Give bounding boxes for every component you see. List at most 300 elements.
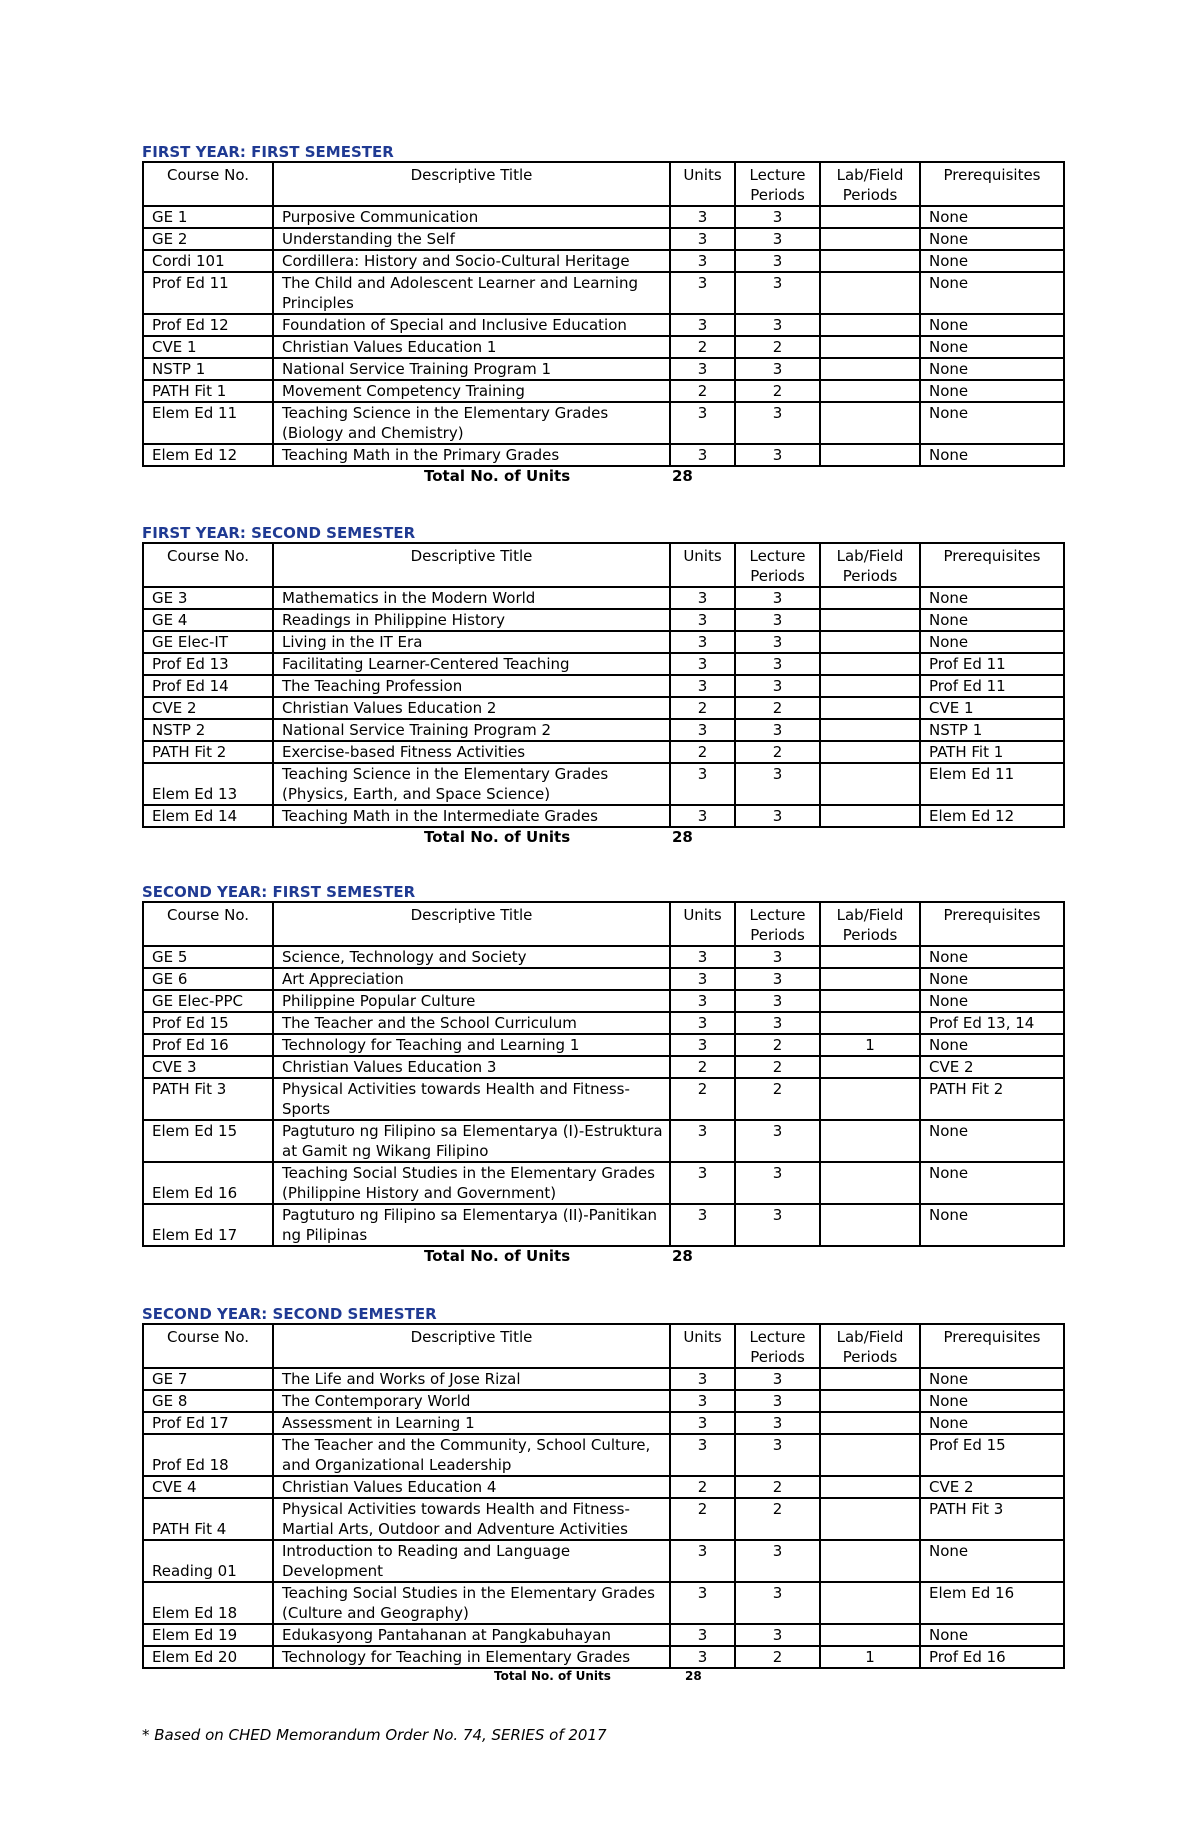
descriptive-title-cell: Christian Values Education 3 — [273, 1056, 670, 1078]
units-cell: 3 — [670, 1540, 735, 1582]
prerequisites-cell: Elem Ed 12 — [920, 805, 1064, 827]
descriptive-title-cell: Art Appreciation — [273, 968, 670, 990]
lab-periods-cell — [820, 609, 920, 631]
prerequisites-cell: PATH Fit 2 — [920, 1078, 1064, 1120]
total-units-value: 28 — [672, 467, 693, 485]
total-units-label: Total No. of Units — [494, 1669, 611, 1683]
descriptive-title-cell: Living in the IT Era — [273, 631, 670, 653]
lab-periods-cell — [820, 675, 920, 697]
units-cell: 3 — [670, 1120, 735, 1162]
column-header: Descriptive Title — [273, 543, 670, 587]
prerequisites-cell: None — [920, 1034, 1064, 1056]
table-row — [143, 1204, 1064, 1246]
units-cell: 3 — [670, 1034, 735, 1056]
descriptive-title-cell: Movement Competency Training — [273, 380, 670, 402]
lab-periods-cell — [820, 1204, 920, 1246]
lab-periods-cell — [820, 250, 920, 272]
table-row — [143, 631, 1064, 653]
units-cell: 2 — [670, 1056, 735, 1078]
descriptive-title-cell: Readings in Philippine History — [273, 609, 670, 631]
column-header: Course No. — [143, 162, 273, 206]
descriptive-title-cell: The Teacher and the School Curriculum — [273, 1012, 670, 1034]
prerequisites-cell: None — [920, 631, 1064, 653]
lecture-periods-cell: 3 — [735, 719, 820, 741]
course-number-cell: Prof Ed 13 — [143, 653, 273, 675]
column-header: Lecture Periods — [735, 543, 820, 587]
units-cell: 3 — [670, 1582, 735, 1624]
section-title: FIRST YEAR: SECOND SEMESTER — [142, 524, 416, 542]
course-number-cell: Elem Ed 13 — [143, 763, 273, 805]
total-units-value: 28 — [672, 828, 693, 846]
descriptive-title-cell: National Service Training Program 2 — [273, 719, 670, 741]
units-cell: 3 — [670, 250, 735, 272]
prerequisites-cell: None — [920, 206, 1064, 228]
units-cell: 3 — [670, 719, 735, 741]
prerequisites-cell: None — [920, 1120, 1064, 1162]
table-row — [143, 968, 1064, 990]
lecture-periods-cell: 3 — [735, 587, 820, 609]
course-number-cell: Prof Ed 17 — [143, 1412, 273, 1434]
table-row — [143, 946, 1064, 968]
course-number-cell: GE 7 — [143, 1368, 273, 1390]
units-cell: 3 — [670, 763, 735, 805]
prerequisites-cell: PATH Fit 1 — [920, 741, 1064, 763]
prerequisites-cell: Prof Ed 15 — [920, 1434, 1064, 1476]
table-row — [143, 1034, 1064, 1056]
curriculum-section — [142, 1305, 1063, 1685]
units-cell: 3 — [670, 272, 735, 314]
lab-periods-cell — [820, 1012, 920, 1034]
table-row — [143, 1498, 1064, 1540]
lab-periods-cell — [820, 336, 920, 358]
lab-periods-cell — [820, 631, 920, 653]
units-cell: 2 — [670, 1498, 735, 1540]
table-row — [143, 402, 1064, 444]
table-row — [143, 1390, 1064, 1412]
table-row — [143, 719, 1064, 741]
lecture-periods-cell: 3 — [735, 609, 820, 631]
units-cell: 3 — [670, 1624, 735, 1646]
table-row — [143, 990, 1064, 1012]
lecture-periods-cell: 2 — [735, 1034, 820, 1056]
course-number-cell: NSTP 2 — [143, 719, 273, 741]
descriptive-title-cell: Exercise-based Fitness Activities — [273, 741, 670, 763]
section-title: FIRST YEAR: FIRST SEMESTER — [142, 143, 394, 161]
column-header: Prerequisites — [920, 902, 1064, 946]
lab-periods-cell — [820, 228, 920, 250]
lab-periods-cell — [820, 358, 920, 380]
course-number-cell: PATH Fit 3 — [143, 1078, 273, 1120]
table-row — [143, 1624, 1064, 1646]
prerequisites-cell: None — [920, 358, 1064, 380]
prerequisites-cell: None — [920, 250, 1064, 272]
lab-periods-cell — [820, 697, 920, 719]
column-header: Units — [670, 162, 735, 206]
units-cell: 3 — [670, 653, 735, 675]
lecture-periods-cell: 2 — [735, 1646, 820, 1668]
column-header: Descriptive Title — [273, 162, 670, 206]
prerequisites-cell: None — [920, 314, 1064, 336]
prerequisites-cell: CVE 2 — [920, 1476, 1064, 1498]
units-cell: 3 — [670, 1412, 735, 1434]
table-row — [143, 206, 1064, 228]
course-number-cell: Elem Ed 19 — [143, 1624, 273, 1646]
course-number-cell: Elem Ed 16 — [143, 1162, 273, 1204]
column-header: Lecture Periods — [735, 162, 820, 206]
column-header: Course No. — [143, 543, 273, 587]
descriptive-title-cell: The Teacher and the Community, School Culture, and Organizational Leadership — [273, 1434, 670, 1476]
header-row — [143, 1324, 1064, 1368]
lecture-periods-cell: 2 — [735, 697, 820, 719]
descriptive-title-cell: Teaching Science in the Elementary Grades (Biology and Chemistry) — [273, 402, 670, 444]
units-cell: 3 — [670, 1162, 735, 1204]
units-cell: 2 — [670, 1476, 735, 1498]
prerequisites-cell: None — [920, 1540, 1064, 1582]
units-cell: 3 — [670, 805, 735, 827]
lab-periods-cell — [820, 1120, 920, 1162]
table-row — [143, 1434, 1064, 1476]
lecture-periods-cell: 3 — [735, 272, 820, 314]
course-number-cell: Prof Ed 14 — [143, 675, 273, 697]
prerequisites-cell: None — [920, 946, 1064, 968]
header-row — [143, 902, 1064, 946]
descriptive-title-cell: Science, Technology and Society — [273, 946, 670, 968]
descriptive-title-cell: Facilitating Learner-Centered Teaching — [273, 653, 670, 675]
descriptive-title-cell: Understanding the Self — [273, 228, 670, 250]
prerequisites-cell: None — [920, 1412, 1064, 1434]
lecture-periods-cell: 3 — [735, 206, 820, 228]
lab-periods-cell — [820, 968, 920, 990]
table-row — [143, 609, 1064, 631]
prerequisites-cell: None — [920, 1162, 1064, 1204]
descriptive-title-cell: Philippine Popular Culture — [273, 990, 670, 1012]
curriculum-section — [142, 524, 1063, 848]
table-row — [143, 697, 1064, 719]
prerequisites-cell: None — [920, 444, 1064, 466]
lab-periods-cell — [820, 1412, 920, 1434]
lecture-periods-cell: 2 — [735, 1078, 820, 1120]
lab-periods-cell — [820, 206, 920, 228]
prerequisites-cell: CVE 2 — [920, 1056, 1064, 1078]
course-number-cell: CVE 2 — [143, 697, 273, 719]
lab-periods-cell — [820, 272, 920, 314]
course-number-cell: Cordi 101 — [143, 250, 273, 272]
lab-periods-cell — [820, 763, 920, 805]
lecture-periods-cell: 2 — [735, 1056, 820, 1078]
table-row — [143, 1540, 1064, 1582]
table-row — [143, 1120, 1064, 1162]
table-row — [143, 1012, 1064, 1034]
lab-periods-cell — [820, 1476, 920, 1498]
column-header: Descriptive Title — [273, 902, 670, 946]
units-cell: 3 — [670, 206, 735, 228]
total-units-row — [142, 1247, 1063, 1267]
lab-periods-cell — [820, 1582, 920, 1624]
descriptive-title-cell: Christian Values Education 2 — [273, 697, 670, 719]
descriptive-title-cell: Teaching Science in the Elementary Grades (Physics, Earth, and Space Science) — [273, 763, 670, 805]
descriptive-title-cell: Mathematics in the Modern World — [273, 587, 670, 609]
units-cell: 2 — [670, 380, 735, 402]
prerequisites-cell: Prof Ed 11 — [920, 675, 1064, 697]
lecture-periods-cell: 3 — [735, 1162, 820, 1204]
header-row — [143, 543, 1064, 587]
course-number-cell: Prof Ed 16 — [143, 1034, 273, 1056]
lecture-periods-cell: 3 — [735, 1204, 820, 1246]
course-number-cell: Elem Ed 18 — [143, 1582, 273, 1624]
total-units-value: 28 — [685, 1669, 702, 1683]
descriptive-title-cell: Teaching Social Studies in the Elementary Grades (Culture and Geography) — [273, 1582, 670, 1624]
column-header: Prerequisites — [920, 543, 1064, 587]
course-number-cell: Elem Ed 17 — [143, 1204, 273, 1246]
lecture-periods-cell: 2 — [735, 336, 820, 358]
lab-periods-cell — [820, 444, 920, 466]
descriptive-title-cell: Physical Activities towards Health and Fitness-Martial Arts, Outdoor and Adventure Activities — [273, 1498, 670, 1540]
course-number-cell: GE 4 — [143, 609, 273, 631]
lecture-periods-cell: 3 — [735, 631, 820, 653]
lab-periods-cell — [820, 805, 920, 827]
course-number-cell: GE 5 — [143, 946, 273, 968]
course-number-cell: CVE 1 — [143, 336, 273, 358]
prerequisites-cell: None — [920, 1368, 1064, 1390]
units-cell: 3 — [670, 1012, 735, 1034]
table-row — [143, 1582, 1064, 1624]
descriptive-title-cell: Teaching Math in the Intermediate Grades — [273, 805, 670, 827]
course-number-cell: Prof Ed 15 — [143, 1012, 273, 1034]
total-units-value: 28 — [672, 1247, 693, 1265]
table-row — [143, 380, 1064, 402]
total-units-row — [142, 467, 1063, 487]
descriptive-title-cell: The Contemporary World — [273, 1390, 670, 1412]
prerequisites-cell: None — [920, 380, 1064, 402]
course-table — [142, 1323, 1065, 1669]
lecture-periods-cell: 3 — [735, 1434, 820, 1476]
lab-periods-cell — [820, 1368, 920, 1390]
course-number-cell: Prof Ed 12 — [143, 314, 273, 336]
lab-periods-cell — [820, 380, 920, 402]
descriptive-title-cell: Teaching Social Studies in the Elementary Grades (Philippine History and Government) — [273, 1162, 670, 1204]
lecture-periods-cell: 3 — [735, 402, 820, 444]
table-row — [143, 805, 1064, 827]
units-cell: 3 — [670, 631, 735, 653]
lecture-periods-cell: 3 — [735, 763, 820, 805]
lab-periods-cell — [820, 990, 920, 1012]
lab-periods-cell — [820, 1056, 920, 1078]
units-cell: 3 — [670, 609, 735, 631]
column-header: Lab/Field Periods — [820, 902, 920, 946]
total-units-row — [142, 1669, 1063, 1685]
course-number-cell: PATH Fit 1 — [143, 380, 273, 402]
course-number-cell: Elem Ed 11 — [143, 402, 273, 444]
course-number-cell: Reading 01 — [143, 1540, 273, 1582]
table-row — [143, 1056, 1064, 1078]
prerequisites-cell: None — [920, 587, 1064, 609]
column-header: Lecture Periods — [735, 902, 820, 946]
footnote: * Based on CHED Memorandum Order No. 74, SERIES of 2017 — [142, 1726, 607, 1744]
course-number-cell: Elem Ed 15 — [143, 1120, 273, 1162]
descriptive-title-cell: Pagtuturo ng Filipino sa Elementarya (II)-Panitikan ng Pilipinas — [273, 1204, 670, 1246]
lecture-periods-cell: 3 — [735, 1012, 820, 1034]
table-row — [143, 1368, 1064, 1390]
lab-periods-cell — [820, 314, 920, 336]
prerequisites-cell: None — [920, 1204, 1064, 1246]
section-title: SECOND YEAR: FIRST SEMESTER — [142, 883, 416, 901]
lab-periods-cell — [820, 1624, 920, 1646]
table-row — [143, 336, 1064, 358]
units-cell: 3 — [670, 444, 735, 466]
table-row — [143, 1646, 1064, 1668]
prerequisites-cell: Elem Ed 11 — [920, 763, 1064, 805]
units-cell: 3 — [670, 1204, 735, 1246]
lecture-periods-cell: 2 — [735, 1476, 820, 1498]
descriptive-title-cell: Physical Activities towards Health and Fitness-Sports — [273, 1078, 670, 1120]
table-row — [143, 1078, 1064, 1120]
column-header: Units — [670, 1324, 735, 1368]
course-number-cell: GE Elec-PPC — [143, 990, 273, 1012]
descriptive-title-cell: Purposive Communication — [273, 206, 670, 228]
table-row — [143, 653, 1064, 675]
table-row — [143, 444, 1064, 466]
descriptive-title-cell: Pagtuturo ng Filipino sa Elementarya (I)-Estruktura at Gamit ng Wikang Filipino — [273, 1120, 670, 1162]
lecture-periods-cell: 2 — [735, 380, 820, 402]
descriptive-title-cell: Christian Values Education 1 — [273, 336, 670, 358]
lab-periods-cell — [820, 1162, 920, 1204]
units-cell: 3 — [670, 675, 735, 697]
lecture-periods-cell: 3 — [735, 675, 820, 697]
descriptive-title-cell: Technology for Teaching in Elementary Grades — [273, 1646, 670, 1668]
table-row — [143, 1412, 1064, 1434]
course-number-cell: Prof Ed 11 — [143, 272, 273, 314]
curriculum-section — [142, 143, 1063, 487]
prerequisites-cell: Prof Ed 11 — [920, 653, 1064, 675]
curriculum-section — [142, 883, 1063, 1267]
lab-periods-cell: 1 — [820, 1646, 920, 1668]
units-cell: 3 — [670, 968, 735, 990]
course-number-cell: GE 1 — [143, 206, 273, 228]
lecture-periods-cell: 3 — [735, 358, 820, 380]
lecture-periods-cell: 2 — [735, 1498, 820, 1540]
table-row — [143, 1476, 1064, 1498]
units-cell: 3 — [670, 358, 735, 380]
lecture-periods-cell: 3 — [735, 1412, 820, 1434]
table-row — [143, 763, 1064, 805]
units-cell: 2 — [670, 336, 735, 358]
lab-periods-cell — [820, 402, 920, 444]
units-cell: 3 — [670, 1390, 735, 1412]
units-cell: 2 — [670, 1078, 735, 1120]
total-units-label: Total No. of Units — [424, 828, 571, 846]
prerequisites-cell: NSTP 1 — [920, 719, 1064, 741]
lecture-periods-cell: 3 — [735, 1624, 820, 1646]
lab-periods-cell — [820, 653, 920, 675]
column-header: Course No. — [143, 1324, 273, 1368]
prerequisites-cell: None — [920, 272, 1064, 314]
table-row — [143, 741, 1064, 763]
units-cell: 3 — [670, 946, 735, 968]
lecture-periods-cell: 3 — [735, 228, 820, 250]
lab-periods-cell: 1 — [820, 1034, 920, 1056]
table-row — [143, 272, 1064, 314]
descriptive-title-cell: The Teaching Profession — [273, 675, 670, 697]
descriptive-title-cell: The Child and Adolescent Learner and Learning Principles — [273, 272, 670, 314]
table-row — [143, 1162, 1064, 1204]
lecture-periods-cell: 3 — [735, 314, 820, 336]
descriptive-title-cell: National Service Training Program 1 — [273, 358, 670, 380]
table-row — [143, 250, 1064, 272]
total-units-row — [142, 828, 1063, 848]
lecture-periods-cell: 3 — [735, 946, 820, 968]
total-units-label: Total No. of Units — [424, 467, 571, 485]
prerequisites-cell: None — [920, 968, 1064, 990]
lab-periods-cell — [820, 741, 920, 763]
lecture-periods-cell: 3 — [735, 1390, 820, 1412]
prerequisites-cell: Prof Ed 13, 14 — [920, 1012, 1064, 1034]
descriptive-title-cell: Technology for Teaching and Learning 1 — [273, 1034, 670, 1056]
lecture-periods-cell: 3 — [735, 653, 820, 675]
course-number-cell: PATH Fit 4 — [143, 1498, 273, 1540]
prerequisites-cell: CVE 1 — [920, 697, 1064, 719]
prerequisites-cell: PATH Fit 3 — [920, 1498, 1064, 1540]
section-title: SECOND YEAR: SECOND SEMESTER — [142, 1305, 437, 1323]
course-table — [142, 161, 1065, 467]
course-number-cell: Prof Ed 18 — [143, 1434, 273, 1476]
lecture-periods-cell: 3 — [735, 968, 820, 990]
course-number-cell: NSTP 1 — [143, 358, 273, 380]
units-cell: 3 — [670, 587, 735, 609]
descriptive-title-cell: Teaching Math in the Primary Grades — [273, 444, 670, 466]
units-cell: 2 — [670, 741, 735, 763]
prerequisites-cell: None — [920, 1390, 1064, 1412]
course-table — [142, 901, 1065, 1247]
column-header: Lab/Field Periods — [820, 162, 920, 206]
descriptive-title-cell: The Life and Works of Jose Rizal — [273, 1368, 670, 1390]
lab-periods-cell — [820, 1078, 920, 1120]
descriptive-title-cell: Edukasyong Pantahanan at Pangkabuhayan — [273, 1624, 670, 1646]
units-cell: 2 — [670, 697, 735, 719]
table-row — [143, 358, 1064, 380]
lecture-periods-cell: 3 — [735, 444, 820, 466]
course-number-cell: GE 2 — [143, 228, 273, 250]
units-cell: 3 — [670, 1646, 735, 1668]
lab-periods-cell — [820, 719, 920, 741]
course-number-cell: Elem Ed 12 — [143, 444, 273, 466]
column-header: Lab/Field Periods — [820, 543, 920, 587]
table-row — [143, 675, 1064, 697]
course-number-cell: GE 6 — [143, 968, 273, 990]
column-header: Units — [670, 543, 735, 587]
prerequisites-cell: None — [920, 609, 1064, 631]
lecture-periods-cell: 3 — [735, 1368, 820, 1390]
lecture-periods-cell: 2 — [735, 741, 820, 763]
prerequisites-cell: None — [920, 1624, 1064, 1646]
descriptive-title-cell: Foundation of Special and Inclusive Education — [273, 314, 670, 336]
course-table — [142, 542, 1065, 828]
table-row — [143, 228, 1064, 250]
lecture-periods-cell: 3 — [735, 1540, 820, 1582]
units-cell: 3 — [670, 990, 735, 1012]
column-header: Prerequisites — [920, 162, 1064, 206]
column-header: Prerequisites — [920, 1324, 1064, 1368]
lecture-periods-cell: 3 — [735, 805, 820, 827]
column-header: Units — [670, 902, 735, 946]
descriptive-title-cell: Cordillera: History and Socio-Cultural Heritage — [273, 250, 670, 272]
lab-periods-cell — [820, 1540, 920, 1582]
lab-periods-cell — [820, 1498, 920, 1540]
table-row — [143, 314, 1064, 336]
course-number-cell: CVE 4 — [143, 1476, 273, 1498]
lecture-periods-cell: 3 — [735, 990, 820, 1012]
prerequisites-cell: None — [920, 402, 1064, 444]
descriptive-title-cell: Introduction to Reading and Language Development — [273, 1540, 670, 1582]
